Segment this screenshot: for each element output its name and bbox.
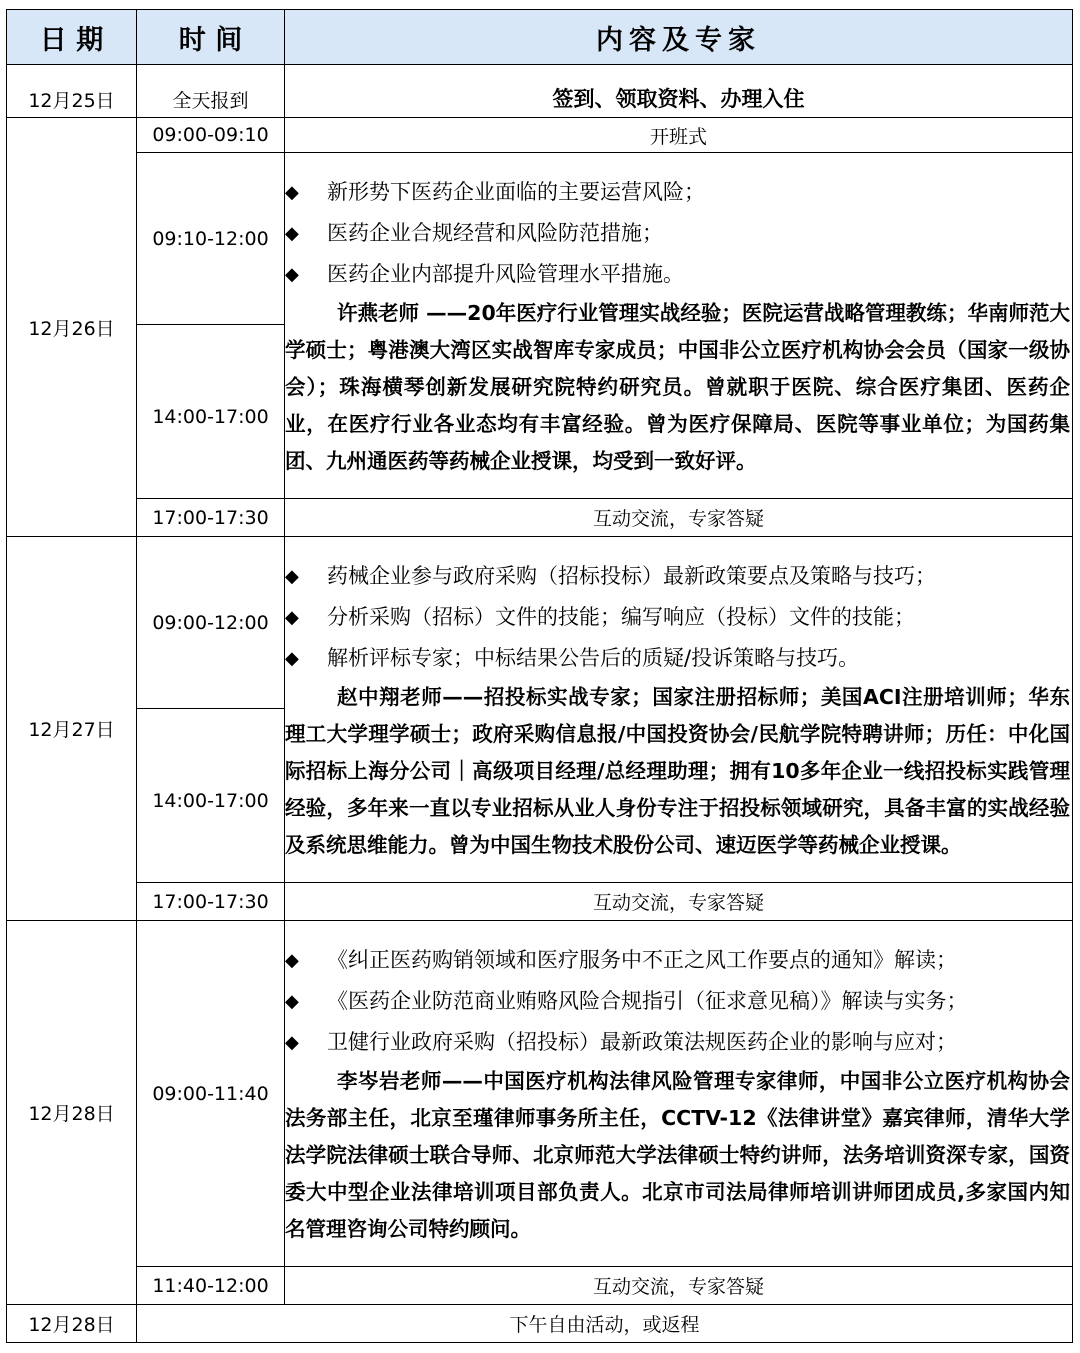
list-item: ◆ 医药企业合规经营和风险防范措施；	[285, 213, 1072, 254]
diamond-bullet-icon: ◆	[285, 949, 299, 971]
day26-opening-time: 09:00-09:10	[137, 118, 285, 153]
departure-date: 12月28日	[7, 1305, 137, 1343]
diamond-bullet-icon: ◆	[285, 990, 299, 1012]
day28-morning-row	[7, 921, 1073, 1267]
expert-bio: 许燕老师 ——20年医疗行业管理实战经验；医院运营战略管理教练；华南师范大学硕士；粤港澳大湾区实战智库专家成员；中国非公立医疗机构协会会员（国家一级协会）；珠海横琴创新发展研究院特约研究员。曾就职于医院、综合医疗集团、医药企业，在医疗行业各业态均有丰富经验。曾为医疗保障局、医院等事业单位；为国药集团、九州通医药等药械企业授课，均受到一致好评。	[285, 300, 1070, 473]
list-item: ◆ 分析采购（招标）文件的技能；编写响应（投标）文件的技能；	[285, 597, 1072, 638]
schedule-table	[6, 9, 1073, 1343]
expert-bio: 赵中翔老师——招投标实战专家；国家注册招标师；美国ACI注册培训师；华东理工大学理学硕士；政府采购信息报/中国投资协会/民航学院特聘讲师；历任：中化国际招标上海分公司｜高级项目经理/总经理助理；拥有10多年企业一线招投标实践管理经验，多年来一直以专业招标从业人身份专注于招投标领域研究，具备丰富的实战经验及系统思维能力。曾为中国生物技术股份公司、速迈医学等药械企业授课。	[285, 684, 1070, 857]
diamond-bullet-icon: ◆	[285, 606, 299, 628]
day26-morning-time: 09:10-12:00	[137, 153, 285, 325]
header-row	[7, 10, 1073, 65]
header-content: 内容及专家	[285, 10, 1073, 65]
day27-qa: 互动交流，专家答疑	[285, 883, 1073, 921]
diamond-bullet-icon: ◆	[285, 181, 299, 203]
day26-opening-row	[7, 118, 1073, 153]
day26-opening: 开班式	[285, 118, 1073, 153]
diamond-bullet-icon: ◆	[285, 647, 299, 669]
departure-row	[7, 1305, 1073, 1343]
day26-afternoon-time: 14:00-17:00	[137, 325, 285, 499]
diamond-bullet-icon: ◆	[285, 263, 299, 285]
checkin-row	[7, 65, 1073, 118]
day27-morning-time: 09:00-12:00	[137, 537, 285, 709]
day26-date: 12月26日	[7, 118, 137, 537]
list-item: ◆ 《医药企业防范商业贿赂风险合规指引（征求意见稿）》解读与实务；	[285, 981, 1072, 1022]
list-item: ◆ 解析评标专家；中标结果公告后的质疑/投诉策略与技巧。	[285, 638, 1072, 679]
list-item: ◆ 药械企业参与政府采购（招标投标）最新政策要点及策略与技巧；	[285, 556, 1072, 597]
list-item: ◆ 新形势下医药企业面临的主要运营风险；	[285, 172, 1072, 213]
day27-qa-time: 17:00-17:30	[137, 883, 285, 921]
diamond-bullet-icon: ◆	[285, 565, 299, 587]
header-time: 时 间	[137, 10, 285, 65]
list-item: ◆ 《纠正医药购销领域和医疗服务中不正之风工作要点的通知》解读；	[285, 940, 1072, 981]
day26-content	[285, 153, 1073, 499]
day27-qa-row	[7, 883, 1073, 921]
day26-qa: 互动交流，专家答疑	[285, 499, 1073, 537]
list-item: ◆ 卫健行业政府采购（招投标）最新政策法规医药企业的影响与应对；	[285, 1022, 1072, 1063]
day28-qa-row	[7, 1267, 1073, 1305]
expert-bio: 李岑岩老师——中国医疗机构法律风险管理专家律师，中国非公立医疗机构协会法务部主任，北京至瑾律师事务所主任，CCTV-12《法律讲堂》嘉宾律师，清华大学法学院法律硕士联合导师、北京师范大学法律硕士特约讲师，法务培训资深专家，国资委大中型企业法律培训项目部负责人。北京市司法局律师培训讲师团成员,多家国内知名管理咨询公司特约顾问。	[285, 1068, 1070, 1241]
diamond-bullet-icon: ◆	[285, 222, 299, 244]
day28-qa-time: 11:40-12:00	[137, 1267, 285, 1305]
checkin-time: 全天报到	[137, 65, 285, 118]
day28-morning-time: 09:00-11:40	[137, 921, 285, 1267]
checkin-date: 12月25日	[7, 65, 137, 118]
day26-qa-time: 17:00-17:30	[137, 499, 285, 537]
day26-morning-row	[7, 153, 1073, 325]
day27-content	[285, 537, 1073, 883]
day28-content	[285, 921, 1073, 1267]
checkin-content: 签到、领取资料、办理入住	[285, 65, 1073, 118]
header-date: 日 期	[7, 10, 137, 65]
departure-content: 下午自由活动，或返程	[137, 1305, 1073, 1343]
day27-morning-row	[7, 537, 1073, 709]
day28-date: 12月28日	[7, 921, 137, 1305]
day26-qa-row	[7, 499, 1073, 537]
diamond-bullet-icon: ◆	[285, 1031, 299, 1053]
day27-date: 12月27日	[7, 537, 137, 921]
day28-qa: 互动交流，专家答疑	[285, 1267, 1073, 1305]
day27-afternoon-time: 14:00-17:00	[137, 709, 285, 883]
list-item: ◆ 医药企业内部提升风险管理水平措施。	[285, 254, 1072, 295]
